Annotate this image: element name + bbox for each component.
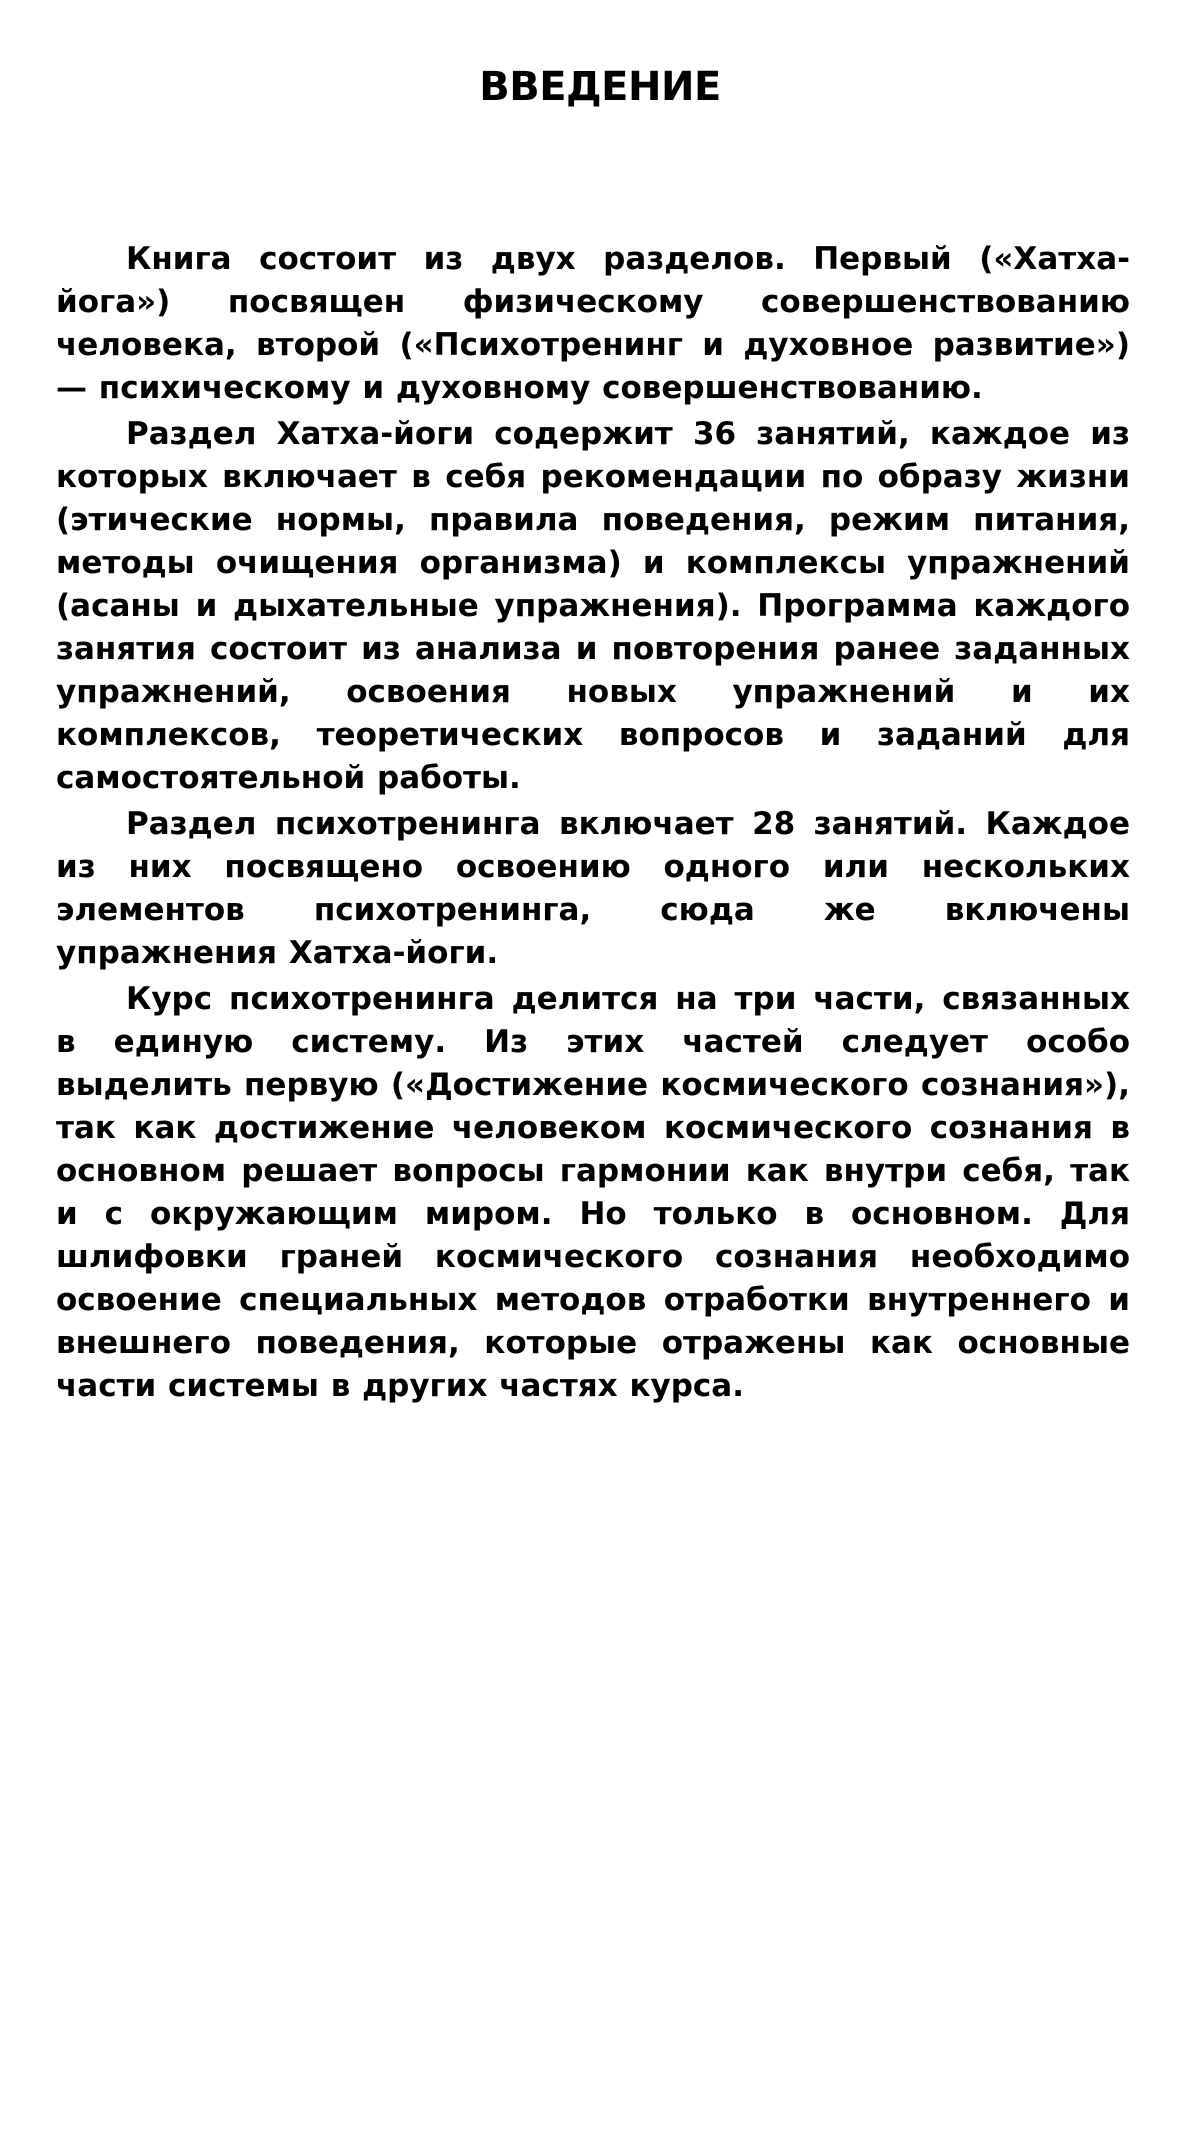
- paragraph-sections-overview: Книга состоит из двух разделов. Первый («Хатха-йога») посвящен физическому совершенствованию человека, второй («Психотренинг и духовное развитие») — психическому и духовному совершенствованию.: [56, 241, 1130, 406]
- page-title: ВВЕДЕНИЕ: [479, 64, 721, 110]
- paragraph-course-structure: Курс психотренинга делится на три части, связанных в единую систему. Из этих частей следует особо выделить первую («Достижение космического сознания»), так как достижение человеком космического сознания в основном решает вопросы гармонии как внутри себя, так и с окружающим миром. Но только в основном. Для шлифовки граней космического сознания необходимо освоение специальных методов отработки внутреннего и внешнего поведения, которые отражены как основные части системы в других частях курса.: [56, 981, 1130, 1404]
- body-text: [56, 238, 1130, 1411]
- paragraph-hatha-yoga-section: Раздел Хатха-йоги содержит 36 занятий, каждое из которых включает в себя рекомендации по образу жизни (этические нормы, правила поведения, режим питания, методы очищения организма) и комплексы упражнений (асаны и дыхательные упражнения). Программа каждого занятия состоит из анализа и повторения ранее заданных упражнений, освоения новых упражнений и их комплексов, теоретических вопросов и заданий для самостоятельной работы.: [56, 416, 1130, 796]
- paragraph-psychotraining-section: Раздел психотренинга включает 28 занятий. Каждое из них посвящено освоению одного или нескольких элементов психотренинга, сюда же включены упражнения Хатха-йоги.: [56, 806, 1130, 971]
